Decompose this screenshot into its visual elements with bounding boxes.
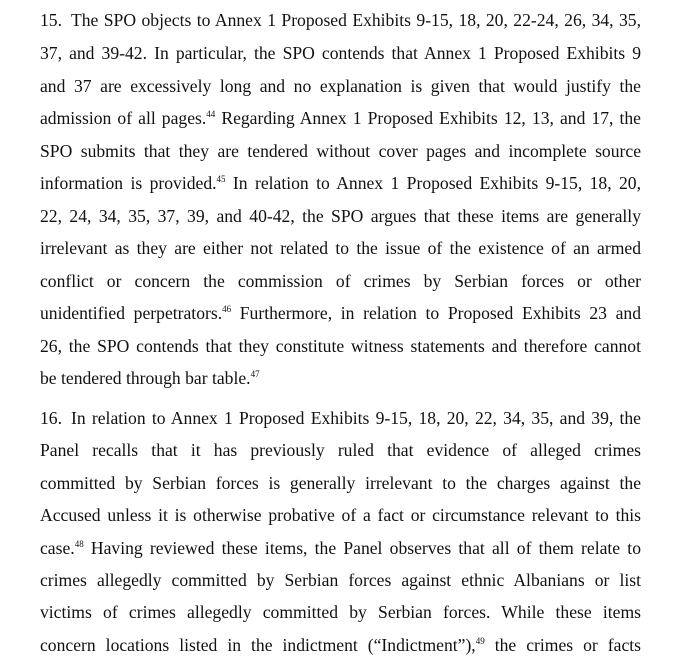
paragraph-line: crimes allegedly committed by Serbian forces against ethnic Albanians or list bbox=[40, 570, 641, 590]
paragraph-line: and 37 are excessively long and no explanation is given that would justify the bbox=[40, 76, 641, 96]
paragraph-line: 22, 24, 34, 35, 37, 39, and 40-42, the SPO argues that these items are generally bbox=[40, 206, 641, 226]
footnote-ref[interactable]: 49 bbox=[475, 636, 485, 646]
footnote-ref[interactable]: 48 bbox=[74, 539, 84, 549]
paragraph-line: admission of all pages.$^{44}$ Regarding Annex 1 Proposed Exhibits 12, 13, and 17, the bbox=[40, 108, 641, 128]
paragraph-line: 37, and 39-42. In particular, the SPO contends that Annex 1 Proposed Exhibits 9 bbox=[40, 43, 641, 63]
paragraph-line: Panel recalls that it has previously ruled that evidence of alleged crimes bbox=[40, 440, 641, 460]
paragraph-line: SPO submits that they are tendered without cover pages and incomplete source bbox=[40, 141, 641, 161]
paragraph-line: concern locations listed in the indictment (“Indictment”),$^{49}$ the crimes or facts bbox=[40, 635, 641, 655]
paragraph-line: 15. The SPO objects to Annex 1 Proposed Exhibits 9-15, 18, 20, 22-24, 26, 34, 35, bbox=[40, 10, 641, 30]
paragraph-line: 26, the SPO contends that they constitute witness statements and therefore cannot bbox=[40, 336, 641, 356]
paragraph-line: information is provided.$^{45}$ In relation to Annex 1 Proposed Exhibits 9-15, 18, 20, bbox=[40, 173, 641, 193]
paragraph-number: 15. bbox=[40, 10, 62, 30]
footnote-ref[interactable]: 44 bbox=[206, 109, 216, 119]
paragraph-line: be tendered through bar table.$^{47}$ bbox=[40, 368, 260, 388]
footnote-ref[interactable]: 45 bbox=[216, 174, 226, 184]
paragraph-line: Accused unless it is otherwise probative of a fact or circumstance relevant to this bbox=[40, 505, 641, 525]
paragraph-number: 16. bbox=[40, 408, 62, 428]
footnote-ref[interactable]: 47 bbox=[250, 369, 260, 379]
paragraph-line: 16. In relation to Annex 1 Proposed Exhibits 9-15, 18, 20, 22, 34, 35, and 39, the bbox=[40, 408, 641, 428]
paragraph-line: committed by Serbian forces is generally irrelevant to the charges against the bbox=[40, 473, 641, 493]
paragraph-line: case.$^{48}$ Having reviewed these items, the Panel observes that all of them relate to bbox=[40, 538, 641, 558]
paragraph-line: unidentified perpetrators.$^{46}$ Furthermore, in relation to Proposed Exhibits 23 and bbox=[40, 303, 641, 323]
paragraph-line: irrelevant as they are either not related to the issue of the existence of an armed bbox=[40, 238, 641, 258]
paragraph-line: conflict or concern the commission of crimes by Serbian forces or other bbox=[40, 271, 641, 291]
footnote-ref[interactable]: 46 bbox=[222, 304, 232, 314]
paragraph-line: victims of crimes allegedly committed by Serbian forces. While these items bbox=[40, 602, 641, 622]
